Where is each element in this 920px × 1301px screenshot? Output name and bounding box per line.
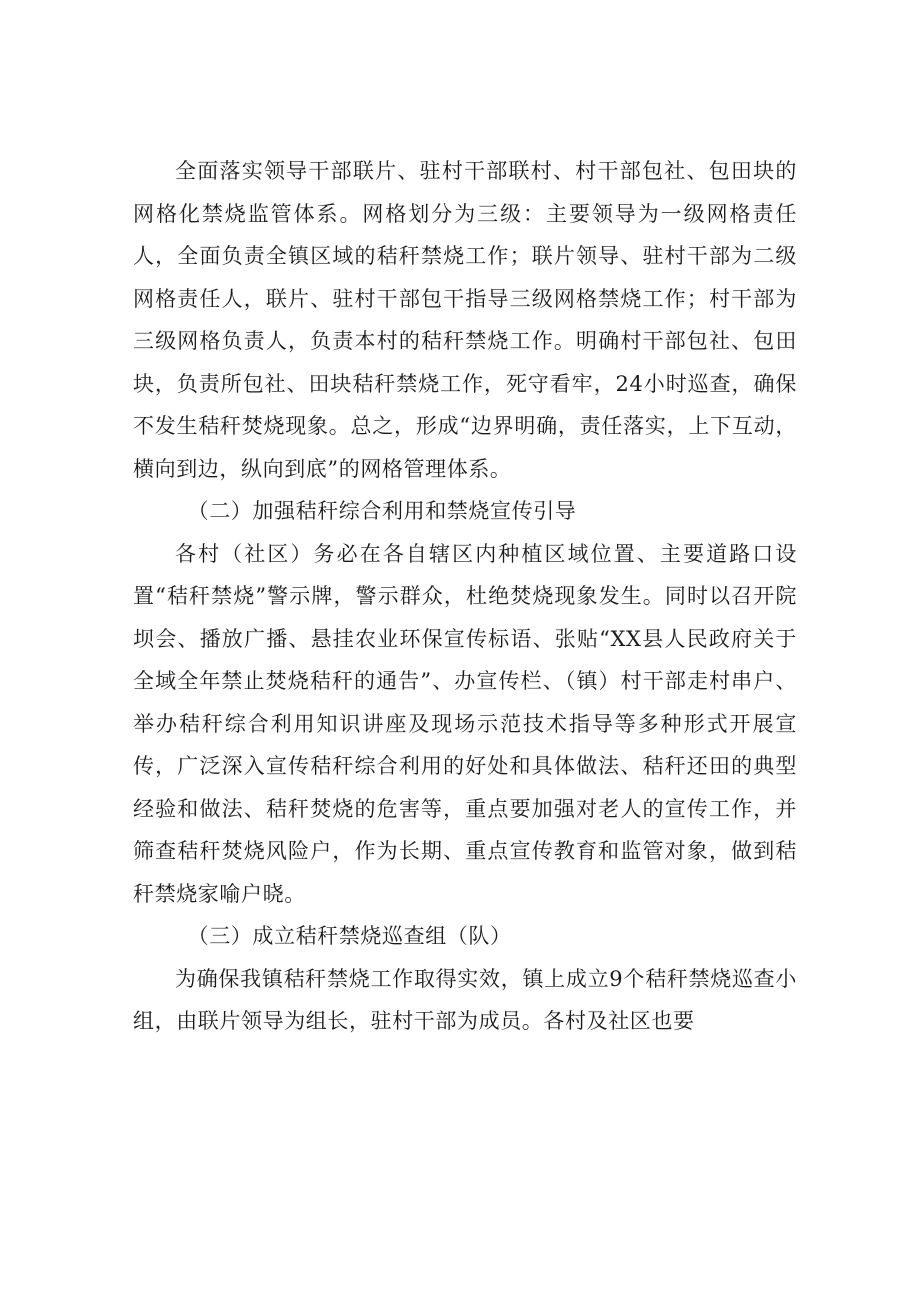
section-heading-2: （二）加强秸秆综合利用和禁烧宣传引导: [187, 499, 577, 523]
section-heading-3: （三）成立秸秆禁烧巡查组（队）: [187, 924, 512, 948]
paragraph-grid-supervision: 全面落实领导干部联片、驻村干部联村、村干部包社、包田块的网格化禁烧监管体系。网格划分为三级：主要领导为一级网格责任人，全面负责全镇区域的秸秆禁烧工作；联片领导、驻村干部为二级网格责任人，联片、驻村干部包干指导三级网格禁烧工作；村干部为三级网格负责人，负责本村的秸秆禁烧工作。明确村干部包社、包田块，负责所包社、田块秸秆禁烧工作，死守看牢，24小时巡查，确保不发生秸秆焚烧现象。总之，形成“边界明确，责任落实，上下互动，横向到边，纵向到底”的网格管理体系。: [133, 159, 797, 481]
paragraph-publicity: 各村（社区）务必在各自辖区内种植区域位置、主要道路口设置“秸秆禁烧”警示牌，警示群众，杜绝焚烧现象发生。同时以召开院坝会、播放广播、悬挂农业环保宣传标语、张贴“XX县人民政府关于全域全年禁止焚烧秸秆的通告”、办宣传栏、（镇）村干部走村串户、举办秸秆综合利用知识讲座及现场示范技术指导等多种形式开展宣传，广泛深入宣传秸秆综合利用的好处和具体做法、秸秆还田的典型经验和做法、秸秆焚烧的危害等，重点要加强对老人的宣传工作，并筛查秸秆焚烧风险户，作为长期、重点宣传教育和监管对象，做到秸秆禁烧家喻户晓。: [133, 541, 797, 906]
document-body: [133, 150, 797, 1043]
paragraph-patrol-groups: 为确保我镇秸秆禁烧工作取得实效，镇上成立9个秸秆禁烧巡查小组，由联片领导为组长，驻村干部为成员。各村及社区也要: [133, 966, 797, 1033]
